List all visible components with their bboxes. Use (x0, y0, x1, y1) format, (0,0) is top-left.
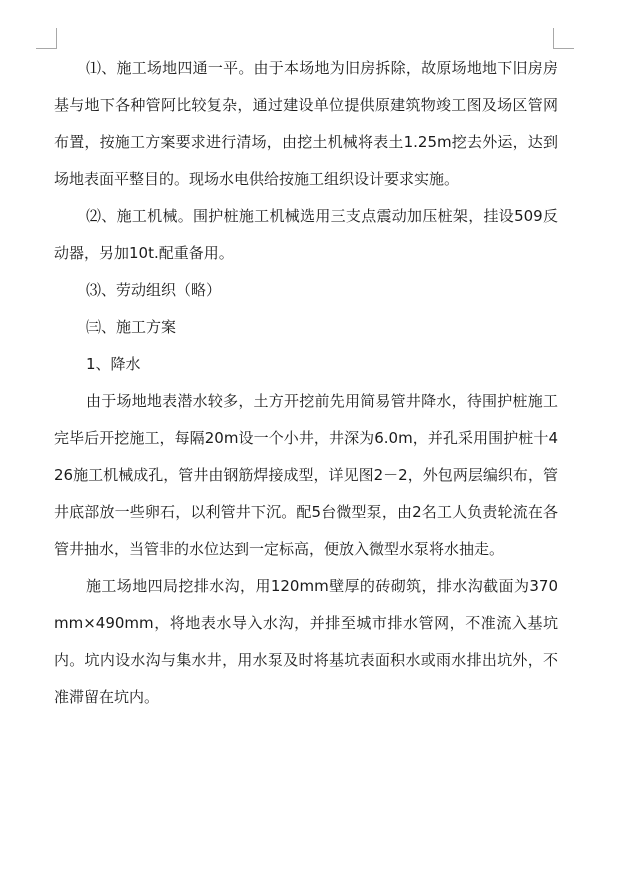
page-corner-mark-top-right (553, 28, 574, 49)
paragraph-dewatering-method: 由于场地地表潜水较多，土方开挖前先用简易管井降水，待围护桩施工完毕后开挖施工，每隔20m设一个小井，井深为6.0m，并孔采用围护桩十426施工机械成孔，管井由钢筋焊接成型，详见图2－2，外包两层编织布，管井底部放一些卵石，以利管井下沉。配5台微型泵，由2名工人负责轮流在各管井抽水，当管非的水位达到一定标高，便放入微型水泵将水抽走。 (54, 392, 558, 558)
paragraph-construction-machinery: ⑵、施工机械。围护桩施工机械选用三支点震动加压桩架，挂设509反动器，另加10t.配重备用。 (54, 207, 558, 262)
page-corner-mark-top-left (36, 28, 57, 49)
heading-construction-plan: ㈢、施工方案 (86, 318, 177, 336)
document-body (54, 50, 558, 716)
paragraph-site-preparation: ⑴、施工场地四通一平。由于本场地为旧房拆除，故原场地地下旧房房基与地下各种管阿比较复杂，通过建设单位提供原建筑物竣工图及场区管网布置，按施工方案要求进行清场，由挖土机械将表土1.25m挖去外运，达到场地表面平整目的。现场水电供给按施工组织设计要求实施。 (54, 59, 558, 188)
paragraph-labor-organization: ⑶、劳动组织（略） (86, 281, 222, 299)
paragraph-drainage-ditch: 施工场地四局挖排水沟，用120mm壁厚的砖砌筑，排水沟截面为370mm×490mm，将地表水导入水沟，并排至城市排水管网，不准流入基坑内。坑内设水沟与集水井，用水泵及时将基坑表面积水或雨水排出坑外，不准滞留在坑内。 (54, 577, 558, 706)
heading-dewatering: 1、降水 (86, 355, 141, 373)
